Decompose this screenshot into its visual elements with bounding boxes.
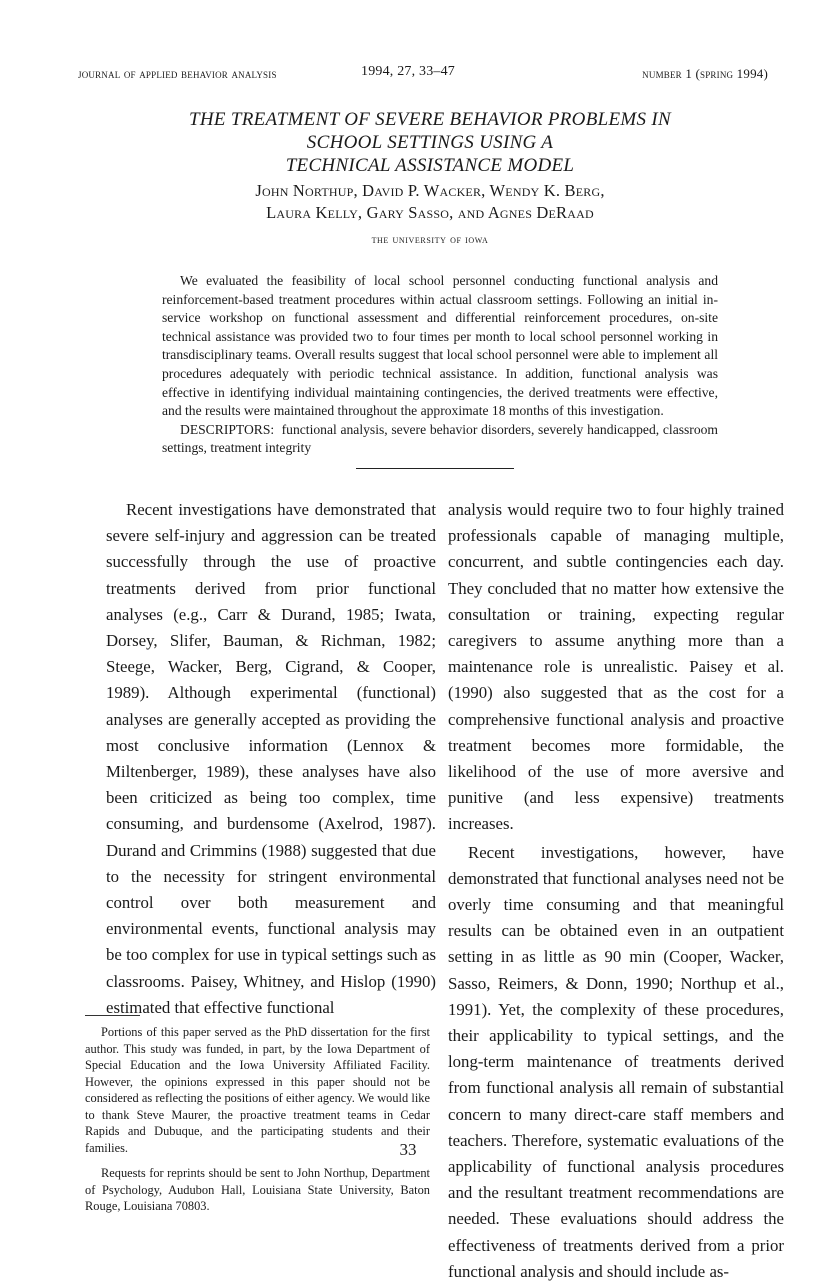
footnote-divider bbox=[85, 1015, 140, 1016]
author-line: Laura Kelly, Gary Sasso, and Agnes DeRaad bbox=[266, 203, 594, 222]
running-header-citation: 1994, 27, 33–47 bbox=[361, 64, 455, 79]
body-paragraph: Recent investigations have demonstrated that severe self-injury and aggression can be treated successfully through the use of proactive treatments derived from prior functional analyses (e.g., Carr & Durand, 1985; Iwata, Dorsey, Slifer, Bauman, & Richman, 1982; Steege, Wacker, Berg, Cigrand, & Cooper, 1989). Although experimental (functional) analyses are generally accepted as providing the most conclusive information (Lennox & Miltenberger, 1989), these analyses have also been criticized as being too complex, time consuming, and burdensome (Axelrod, 1987). Durand and Crimmins (1988) suggested that due to the necessity for stringent environmental control over both measurement and environmental events, functional analysis may be too complex for use in typical settings such as classrooms. Paisey, Whitney, and Hislop (1990) estimated that effective functional bbox=[106, 500, 436, 1017]
footnotes bbox=[85, 1024, 430, 1215]
running-header-journal: journal of applied behavior analysis bbox=[78, 66, 277, 81]
running-header-issue: number 1 (spring 1994) bbox=[642, 66, 768, 81]
body-column-left bbox=[106, 497, 436, 1021]
author-line: John Northup, David P. Wacker, Wendy K. Berg, bbox=[255, 181, 605, 200]
article-title bbox=[100, 108, 760, 177]
footnote: Portions of this paper served as the PhD dissertation for the first author. This study was funded, in part, by the Iowa Department of Special Education and the Iowa University Affiliated Facility. However, the opinions expressed in this paper should not be considered as reflecting the positions of either agency. We would like to thank Steve Maurer, the proactive treatment teams in Cedar Rapids and Dubuque, and the participating students and their families. bbox=[85, 1025, 430, 1155]
title-line: SCHOOL SETTINGS USING A bbox=[306, 132, 554, 153]
body-column-right bbox=[448, 497, 784, 1285]
title-line: TECHNICAL ASSISTANCE MODEL bbox=[285, 155, 575, 176]
section-divider bbox=[356, 468, 514, 469]
descriptors-label: DESCRIPTORS: bbox=[180, 421, 275, 437]
title-line: THE TREATMENT OF SEVERE BEHAVIOR PROBLEMS IN bbox=[189, 109, 671, 130]
abstract-text: We evaluated the feasibility of local school personnel conducting functional analysis and reinforcement-based treatment procedures within actual classroom settings. Following an initial in-service workshop on functional assessment and differential reinforcement procedures, on-site technical assistance was provided two to four times per month to local school personnel working in transdisciplinary teams. Overall results suggest that local school personnel were able to implement all procedures adequately with periodic technical assistance. In addition, functional analysis was effective in identifying individual maintaining contingencies, the derived treatments were effective, and the results were maintained throughout the approximate 18 months of this investigation. bbox=[162, 273, 718, 419]
body-paragraph: analysis would require two to four highly trained professionals capable of managing multiple, concurrent, and subtle contingencies each day. They concluded that no matter how extensive the consultation or training, expecting regular caregivers to assume anything more than a maintenance role is unrealistic. Paisey et al. (1990) also suggested that as the cost for a comprehensive functional analysis and proactive treatment becomes more formidable, the likelihood of the use of more aversive and punitive (and less expensive) treatments increases. bbox=[448, 500, 784, 834]
body-paragraph: Recent investigations, however, have demonstrated that functional analyses need not be overly time consuming and that meaningful results can be obtained even in an outpatient setting in as little as 90 min (Cooper, Wacker, Sasso, Reimers, & Donn, 1990; Northup et al., 1991). Yet, the complexity of these procedures, their applicability to typical settings, and the long-term maintenance of treatments derived from functional analysis all remain of substantial concern to many direct-care staff members and teachers. Therefore, systematic evaluations of the applicability of functional analysis procedures and the resultant treatment recommendations are needed. These evaluations should address the effectiveness of treatments derived from a prior functional analysis and should include as- bbox=[448, 842, 784, 1281]
footnote: Requests for reprints should be sent to John Northup, Department of Psychology, Audubon Hall, Louisiana State University, Baton Rouge, Louisiana 70803. bbox=[85, 1166, 430, 1213]
page-number: 33 bbox=[399, 1140, 417, 1159]
affiliation: the university of iowa bbox=[371, 232, 489, 246]
descriptors-text: functional analysis, severe behavior disorders, severely handicapped, classroom settings, treatment integrity bbox=[162, 421, 718, 456]
author-list bbox=[100, 180, 760, 224]
abstract bbox=[162, 272, 718, 458]
descriptors bbox=[162, 421, 718, 458]
